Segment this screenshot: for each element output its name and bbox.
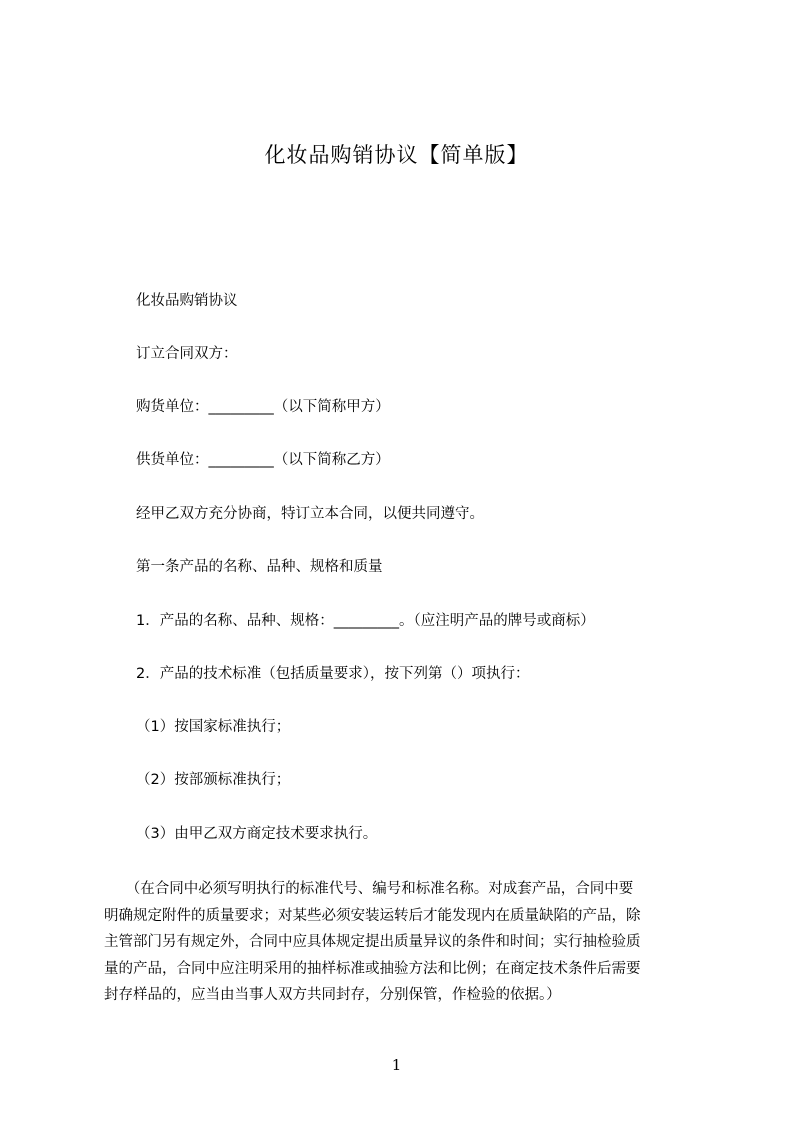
paragraph-clause-1: 1．产品的名称、品种、规格：_________。（应注明产品的牌号或商标）: [136, 613, 595, 629]
paragraph-option-3: （3）由甲乙双方商定技术要求执行。: [136, 826, 378, 842]
document-title: 化妆品购销协议【简单版】: [264, 143, 529, 167]
note-line: （在合同中必须写明执行的标准代号、编号和标准名称。对成套产品，合同中要: [104, 881, 634, 897]
paragraph-contract-name: 化妆品购销协议: [136, 293, 238, 309]
note-line: 封存样品的，应当由当事人双方共同封存，分别保管，作检验的依据。）: [104, 987, 561, 1003]
paragraph-supplier: 供货单位：_________（以下简称乙方）: [136, 452, 390, 468]
note-line: 主管部门另有规定外，合同中应具体规定提出质量异议的条件和时间；实行抽检验质: [104, 934, 641, 950]
paragraph-option-1: （1）按国家标准执行；: [136, 719, 291, 735]
note-line: 量的产品，合同中应注明采用的抽样标准或抽验方法和比例；在商定技术条件后需要: [104, 960, 641, 977]
paragraph-option-2: （2）按部颁标准执行；: [136, 772, 291, 788]
paragraph-parties-heading: 订立合同双方：: [136, 346, 238, 362]
paragraph-article-1-heading: 第一条产品的名称、品种、规格和质量: [136, 559, 383, 575]
page-number: 1: [391, 1056, 402, 1074]
paragraph-preamble: 经甲乙双方充分协商，特订立本合同，以便共同遵守。: [136, 506, 484, 522]
note-line: 明确规定附件的质量要求；对某些必须安装运转后才能发现内在质量缺陷的产品，除: [104, 907, 641, 924]
note-paragraph: [104, 876, 689, 1009]
paragraph-buyer: 购货单位：_________（以下简称甲方）: [136, 399, 390, 415]
paragraph-clause-2: 2．产品的技术标准（包括质量要求），按下列第（）项执行：: [136, 666, 530, 682]
